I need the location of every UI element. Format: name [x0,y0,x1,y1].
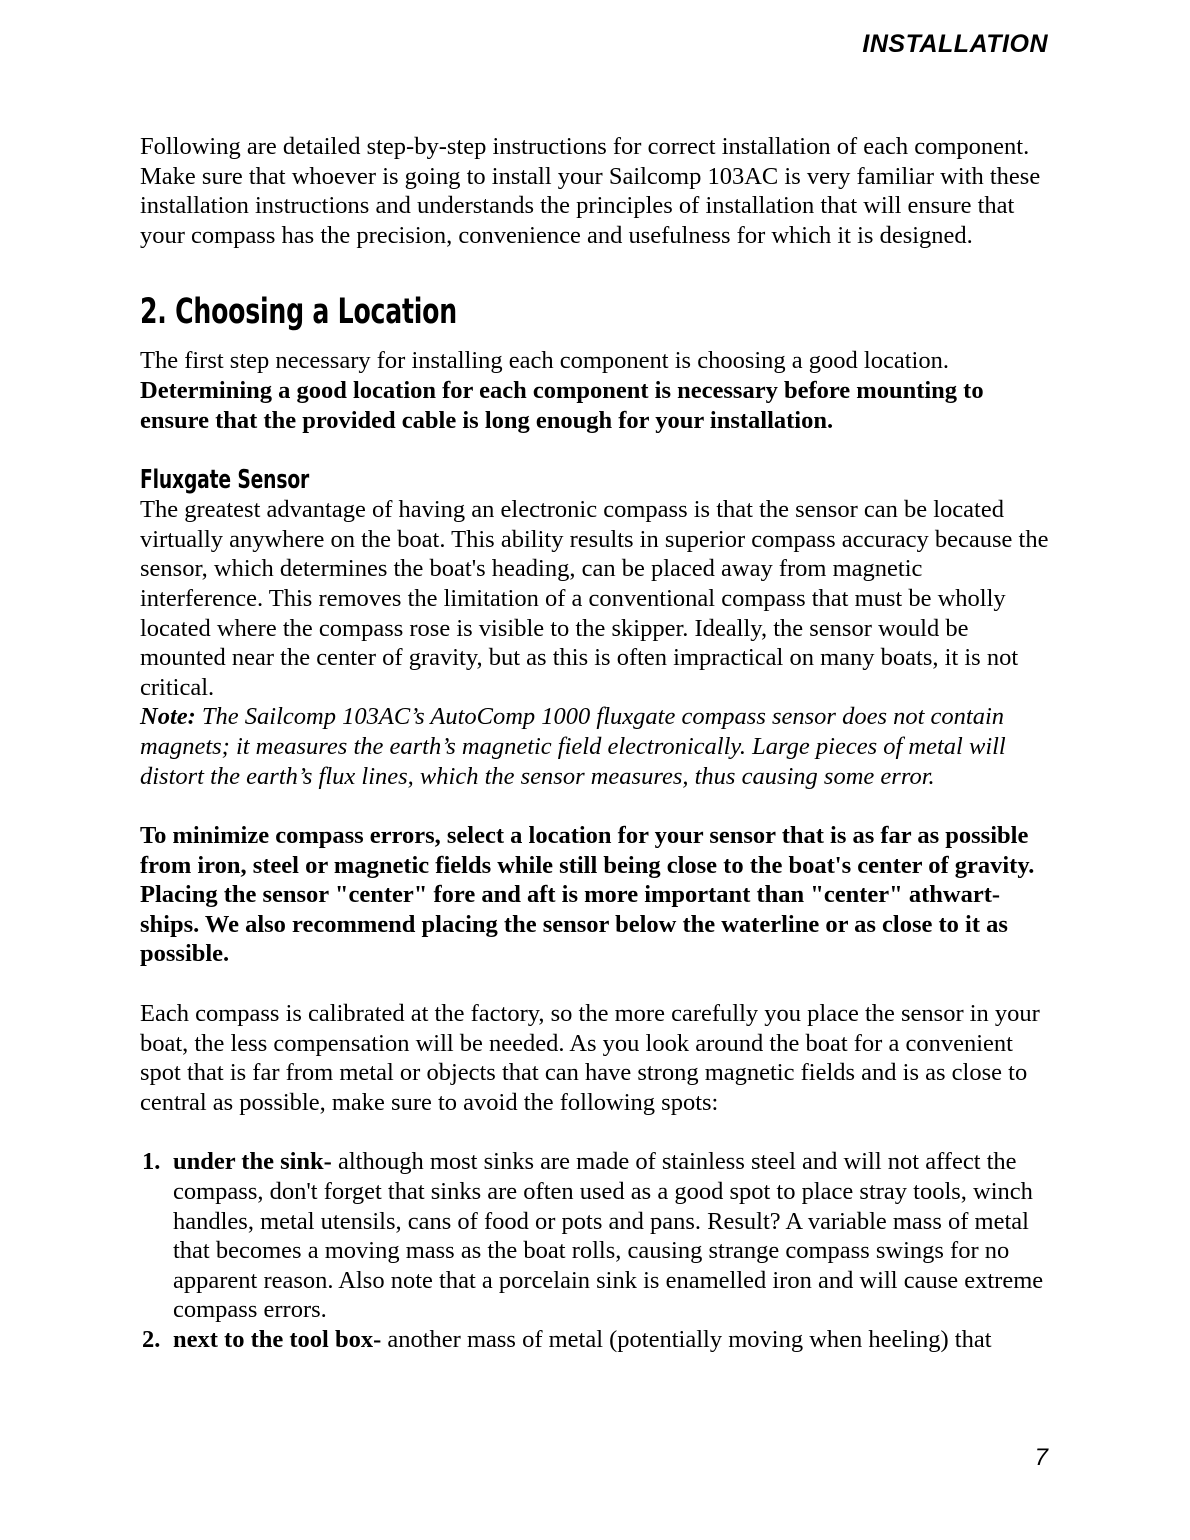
note-paragraph [140,702,1050,791]
spacer [140,250,1050,292]
page-number: 7 [1034,1444,1048,1471]
running-header-installation: INSTALLATION [862,30,1048,58]
list-item [140,1325,1050,1355]
sub-heading-fluxgate-sensor: Fluxgate Sensor [140,465,310,496]
spacer [140,969,1050,999]
minimize-errors-paragraph: To minimize compass errors, select a location for your sensor that is as far as possible from iron, steel or magnetic fields while still being close to the boat's center of gravity. Placing the sensor "center" fore and aft is more important than "center" athwart-ships. We also recommend placing the sensor below the waterline or as close to it as possible. [140,822,1035,968]
spacer [140,791,1050,821]
list-item [140,1147,1050,1325]
location-intro-bold: Determining a good location for each component is necessary before mounting to ensure that the provided cable is long enough for your installation. [140,376,984,434]
list-item-text: although most sinks are made of stainless steel and will not affect the compass, don't forget that sinks are often used as a good spot to place stray tools, winch handles, metal utensils, cans of food or pots and pans. Result? A variable mass of metal that becomes a moving mass as the boat rolls, causing strange compass swings for no apparent reason. Also note that a porcelain sink is enamelled iron and will cause extreme compass errors. [173,1148,1044,1324]
avoid-spots-list [140,1147,1050,1354]
section-heading-choosing-a-location: 2. Choosing a Location [140,292,457,333]
note-label: Note: [140,703,196,731]
location-intro-plain: The first step necessary for installing each component is choosing a good location. [140,347,949,375]
list-item-lead: next to the tool box- [173,1326,382,1353]
list-item-marker: 1. [142,1148,161,1176]
spacer [140,1117,1050,1147]
spacer [140,435,1050,465]
list-item-marker: 2. [142,1326,161,1353]
list-item-lead: under the sink- [173,1148,332,1176]
note-text: The Sailcomp 103AC’s AutoComp 1000 fluxgate compass sensor does not contain magnets; it measures the earth’s magnetic field electronically. Large pieces of metal will distort the earth’s flux lines, which the sensor measures, thus causing some error. [140,703,1006,790]
fluxgate-paragraph: The greatest advantage of having an electronic compass is that the sensor can be located virtually anywhere on the boat. This ability results in superior compass accuracy because the sensor, which determines the boat's heading, can be placed away from magnetic interference. This removes the limitation of a conventional compass that must be wholly located where the compass rose is visible to the skipper. Ideally, the sensor would be mounted near the center of gravity, but as this is often impractical on many boats, it is not critical. [140,496,1049,701]
text-column [140,132,1050,1355]
spacer [140,332,1050,346]
list-item-text: another mass of metal (potentially moving when heeling) that [381,1326,992,1353]
intro-paragraph: Following are detailed step-by-step instructions for correct installation of each component. Make sure that whoever is going to install your Sailcomp 103AC is very familiar with these installation instructions and understands the principles of installation that will ensure that your compass has the precision, convenience and usefulness for which it is designed. [140,133,1041,249]
calibration-paragraph: Each compass is calibrated at the factory, so the more carefully you place the sensor in your boat, the less compensation will be needed. As you look around the boat for a convenient spot that is far from metal or objects that can have strong magnetic fields and is as close to central as possible, make sure to avoid the following spots: [140,1000,1040,1116]
location-intro-paragraph [140,346,1050,435]
